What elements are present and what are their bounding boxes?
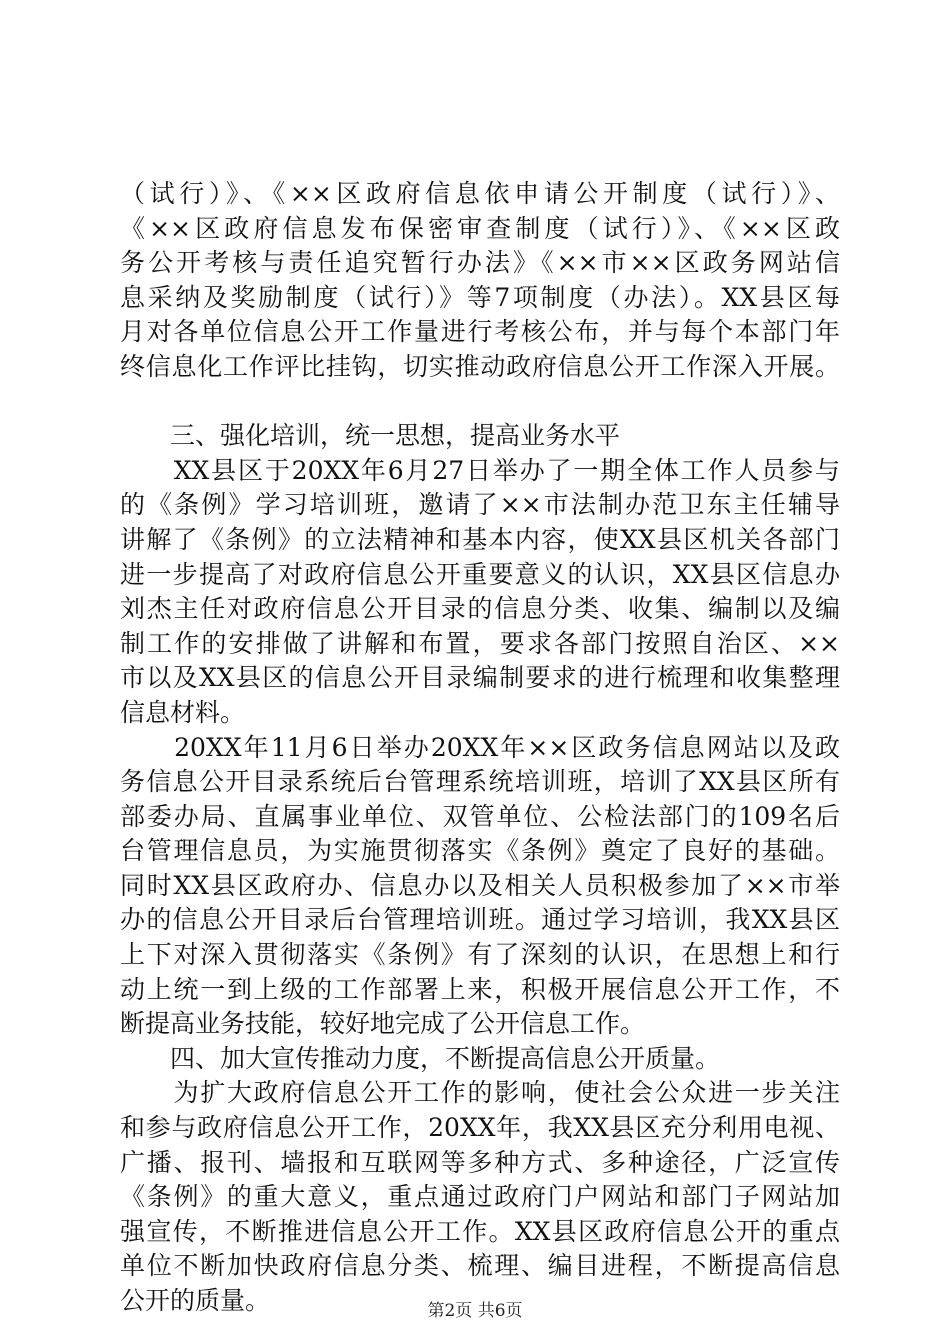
text-line: 断提高业务技能，较好地完成了公开信息工作。 bbox=[120, 1009, 646, 1039]
text-line: 讲解了《条例》的立法精神和基本内容，使XX县区机关各部门 bbox=[120, 524, 840, 554]
text-line: 单位不断加快政府信息分类、梳理、编目进程，不断提高信息 bbox=[120, 1251, 840, 1281]
text-line: 信息材料。 bbox=[120, 697, 246, 727]
text-line: 的《条例》学习培训班，邀请了××市法制办范卫东主任辅导 bbox=[120, 490, 840, 520]
text-line: 刘杰主任对政府信息公开目录的信息分类、收集、编制以及编 bbox=[120, 594, 840, 624]
text-line: 和参与政府信息公开工作，20XX年，我XX县区充分利用电视、 bbox=[120, 1113, 840, 1143]
text-line: 动上统一到上级的工作部署上来，积极开展信息公开工作，不 bbox=[120, 974, 840, 1004]
text-line: 终信息化工作评比挂钩，切实推动政府信息公开工作深入开展。 bbox=[120, 351, 840, 381]
text-line: 《××区政府信息发布保密审查制度（试行）》、《××区政 bbox=[120, 213, 840, 243]
text-line: 《条例》的重大意义，重点通过政府门户网站和部门子网站加 bbox=[120, 1182, 840, 1212]
text-line: 市以及XX县区的信息公开目录编制要求的进行梳理和收集整理 bbox=[120, 663, 840, 693]
text-line: 强宣传，不断推进信息公开工作。XX县区政府信息公开的重点 bbox=[120, 1216, 840, 1246]
page-number-footer: 第2页 共6页 bbox=[427, 1301, 523, 1321]
document-body bbox=[120, 177, 840, 1319]
section-heading: 四、加大宣传推动力度，不断提高信息公开质量。 bbox=[120, 1043, 721, 1073]
text-line: 台管理信息员，为实施贯彻落实《条例》奠定了良好的基础。 bbox=[120, 836, 840, 866]
text-line: 进一步提高了对政府信息公开重要意义的认识，XX县区信息办 bbox=[120, 559, 840, 589]
text-line: 务公开考核与责任追究暂行办法》《××市××区政务网站信 bbox=[120, 248, 840, 278]
text-line: 息采纳及奖励制度（试行）》等7项制度（办法）。XX县区每 bbox=[120, 282, 840, 312]
text-line: 公开的质量。 bbox=[120, 1286, 271, 1315]
text-line: 上下对深入贯彻落实《条例》有了深刻的认识，在思想上和行 bbox=[120, 940, 840, 970]
text-line: 月对各单位信息公开工作量进行考核公布，并与每个本部门年 bbox=[120, 317, 840, 347]
text-line: 为扩大政府信息公开工作的影响，使社会公众进一步关注 bbox=[120, 1078, 840, 1108]
text-line: 同时XX县区政府办、信息办以及相关人员积极参加了××市举 bbox=[120, 870, 840, 900]
text-line: 广播、报刊、墙报和互联网等多种方式、多种途径，广泛宣传 bbox=[120, 1147, 840, 1177]
text-line: 部委办局、直属事业单位、双管单位、公检法部门的109名后 bbox=[120, 801, 840, 831]
section-heading: 三、强化培训，统一思想，提高业务水平 bbox=[120, 421, 621, 451]
text-line: 务信息公开目录系统后台管理系统培训班，培训了XX县区所有 bbox=[120, 767, 840, 797]
text-line: 办的信息公开目录后台管理培训班。通过学习培训，我XX县区 bbox=[120, 905, 840, 935]
paragraph-gap bbox=[120, 385, 840, 420]
text-line: XX县区于20XX年6月27日举办了一期全体工作人员参与 bbox=[120, 455, 840, 485]
text-line: 20XX年11月6日举办20XX年××区政务信息网站以及政 bbox=[120, 732, 840, 762]
text-line: 制工作的安排做了讲解和布置，要求各部门按照自治区、×× bbox=[120, 628, 840, 658]
text-line: （试行）》、《××区政府信息依申请公开制度（试行）》、 bbox=[120, 179, 840, 208]
